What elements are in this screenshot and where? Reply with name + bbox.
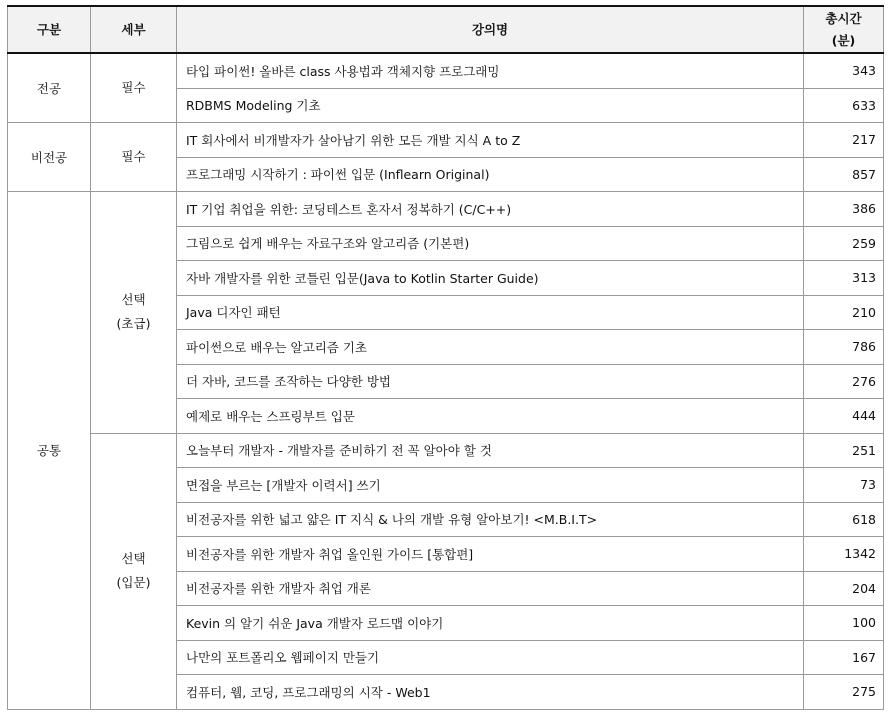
header-total-time-line1: 총시간 [825,10,862,26]
header-total-time [804,6,884,53]
detail-line: 필수 [121,80,146,95]
course-title: 나만의 포트폴리오 웹페이지 만들기 [177,640,804,675]
detail-cell [91,433,177,709]
detail-cell [91,53,177,123]
category-cell: 공통 [8,192,91,710]
course-table [7,5,884,710]
course-title: IT 기업 취업을 위한: 코딩테스트 혼자서 정복하기 (C/C++) [177,192,804,227]
course-minutes: 259 [804,226,884,261]
category-cell: 비전공 [8,123,91,192]
course-minutes: 343 [804,53,884,88]
header-course: 강의명 [177,6,804,53]
course-title: IT 회사에서 비개발자가 살아남기 위한 모든 개발 지식 A to Z [177,123,804,158]
detail-cell [91,123,177,192]
course-minutes: 204 [804,571,884,606]
header-detail: 세부 [91,6,177,53]
course-title: 비전공자를 위한 넓고 얇은 IT 지식 & 나의 개발 유형 알아보기! <M.B.I.T> [177,502,804,537]
header-row [8,6,884,53]
course-title: 예제로 배우는 스프링부트 입문 [177,399,804,434]
course-minutes: 275 [804,675,884,710]
table-row [8,53,884,88]
course-title: 더 자바, 코드를 조작하는 다양한 방법 [177,364,804,399]
detail-line: 선택 [121,551,146,566]
course-minutes: 210 [804,295,884,330]
course-minutes: 167 [804,640,884,675]
course-minutes: 73 [804,468,884,503]
course-minutes: 100 [804,606,884,641]
course-minutes: 313 [804,261,884,296]
table-row [8,192,884,227]
detail-line: 필수 [121,149,146,164]
course-minutes: 1342 [804,537,884,572]
course-minutes: 251 [804,433,884,468]
course-minutes: 618 [804,502,884,537]
course-title: 파이썬으로 배우는 알고리즘 기초 [177,330,804,365]
course-title: RDBMS Modeling 기초 [177,88,804,123]
course-title: 비전공자를 위한 개발자 취업 개론 [177,571,804,606]
course-title: 면접을 부르는 [개발자 이력서] 쓰기 [177,468,804,503]
detail-line: 선택 [121,292,146,308]
category-cell: 전공 [8,53,91,123]
course-minutes: 633 [804,88,884,123]
course-minutes: 857 [804,157,884,192]
course-title: Java 디자인 패턴 [177,295,804,330]
table-row [8,123,884,158]
detail-line: (초급) [116,316,151,332]
course-minutes: 786 [804,330,884,365]
table-body [8,53,884,709]
course-title: 오늘부터 개발자 - 개발자를 준비하기 전 꼭 알아야 할 것 [177,433,804,468]
course-title: 비전공자를 위한 개발자 취업 올인원 가이드 [통합편] [177,537,804,572]
course-title: 그림으로 쉽게 배우는 자료구조와 알고리즘 (기본편) [177,226,804,261]
header-category: 구분 [8,6,91,53]
course-title: 자바 개발자를 위한 코틀린 입문(Java to Kotlin Starter Guide) [177,261,804,296]
course-title: 컴퓨터, 웹, 코딩, 프로그래밍의 시작 - Web1 [177,675,804,710]
course-minutes: 217 [804,123,884,158]
table-row [8,433,884,468]
course-title: 프로그래밍 시작하기 : 파이썬 입문 (Inflearn Original) [177,157,804,192]
header-total-time-line2: (분) [831,32,856,48]
course-minutes: 386 [804,192,884,227]
course-title: Kevin 의 알기 쉬운 Java 개발자 로드맵 이야기 [177,606,804,641]
course-minutes: 276 [804,364,884,399]
course-minutes: 444 [804,399,884,434]
detail-cell [91,192,177,434]
detail-line: (입문) [116,575,151,590]
course-title: 타입 파이썬! 올바른 class 사용법과 객체지향 프로그래밍 [177,53,804,88]
